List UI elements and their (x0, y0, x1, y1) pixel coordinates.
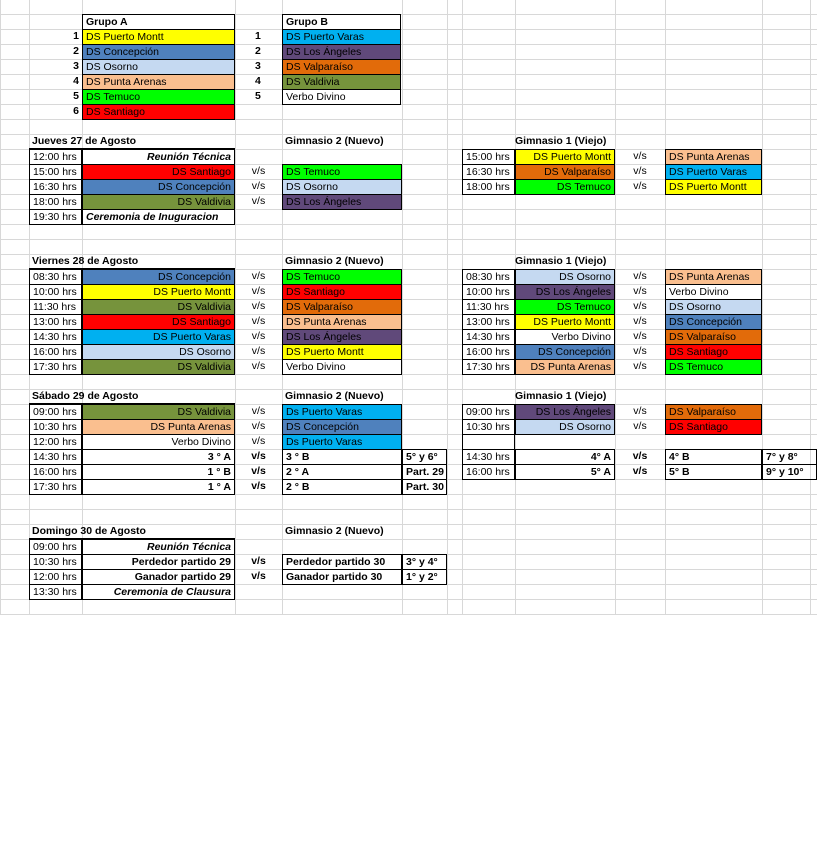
away-team[interactable]: DS Osorno (282, 179, 402, 195)
empty-cell[interactable] (462, 434, 515, 450)
vs-label[interactable]: v/s (251, 195, 266, 207)
match-time[interactable]: 08:30 hrs (462, 269, 515, 285)
home-team[interactable]: DS Temuco (515, 299, 615, 315)
match-time[interactable]: 16:00 hrs (29, 464, 82, 480)
away-team[interactable]: DS Santiago (665, 419, 762, 435)
vs-label[interactable]: v/s (251, 315, 266, 327)
vs-label[interactable]: v/s (251, 330, 266, 342)
away-team[interactable]: Verbo Divino (665, 284, 762, 300)
group-team-name[interactable]: DS Puerto Montt (82, 29, 235, 45)
away-team[interactable]: Ganador partido 30 (282, 569, 402, 585)
home-team[interactable]: DS Concepción (515, 344, 615, 360)
group-team-number[interactable]: 2 (255, 45, 261, 57)
home-team[interactable]: DS Concepción (82, 179, 235, 195)
vs-label[interactable]: v/s (251, 465, 266, 477)
gym2-title[interactable]: Gimnasio 2 (Nuevo) (285, 390, 384, 402)
away-team[interactable]: DS Puerto Varas (665, 164, 762, 180)
group-team-number[interactable]: 6 (73, 105, 79, 117)
home-team[interactable]: DS Santiago (82, 314, 235, 330)
group-title[interactable]: Grupo A (82, 14, 235, 30)
away-team[interactable]: DS Temuco (282, 164, 402, 180)
match-time[interactable]: 10:30 hrs (462, 419, 515, 435)
day-title[interactable]: Domingo 30 de Agosto (29, 524, 235, 540)
vs-label[interactable]: v/s (632, 465, 648, 477)
group-team-number[interactable]: 1 (73, 30, 79, 42)
vs-label[interactable]: v/s (632, 450, 648, 462)
away-team[interactable]: DS Temuco (665, 359, 762, 375)
group-team-number[interactable]: 5 (73, 90, 79, 102)
vs-label[interactable]: v/s (633, 345, 647, 357)
match-time[interactable]: 18:00 hrs (29, 194, 82, 210)
group-team-number[interactable]: 4 (73, 75, 79, 87)
vs-label[interactable]: v/s (633, 360, 647, 372)
match-time[interactable]: 13:30 hrs (29, 584, 82, 600)
vs-label[interactable]: v/s (633, 300, 647, 312)
home-team[interactable]: DS Valdivia (82, 359, 235, 375)
match-time[interactable]: 19:30 hrs (29, 209, 82, 225)
away-team[interactable]: DS Valparaíso (665, 329, 762, 345)
vs-label[interactable]: v/s (251, 435, 266, 447)
match-note[interactable]: 9° y 10° (762, 464, 817, 480)
group-team-number[interactable]: 2 (73, 45, 79, 57)
group-team-name[interactable]: DS Temuco (82, 89, 235, 105)
home-team[interactable]: DS Valdivia (82, 404, 235, 420)
away-team[interactable]: Verbo Divino (282, 359, 402, 375)
away-team[interactable]: DS Concepción (665, 314, 762, 330)
group-team-number[interactable]: 1 (255, 30, 261, 42)
match-time[interactable]: 17:30 hrs (29, 359, 82, 375)
home-team[interactable]: DS Valparaíso (515, 164, 615, 180)
gym2-title[interactable]: Gimnasio 2 (Nuevo) (285, 135, 384, 147)
group-team-name[interactable]: DS Puerto Varas (282, 29, 401, 45)
away-team[interactable]: DS Osorno (665, 299, 762, 315)
home-team[interactable]: Verbo Divino (515, 329, 615, 345)
away-team[interactable]: DS Punta Arenas (665, 269, 762, 285)
match-time[interactable]: 13:00 hrs (462, 314, 515, 330)
home-team[interactable]: DS Valdivia (82, 299, 235, 315)
day-title[interactable]: Jueves 27 de Agosto (29, 134, 235, 150)
home-team[interactable]: DS Santiago (82, 164, 235, 180)
vs-label[interactable]: v/s (633, 285, 647, 297)
day-title[interactable]: Sábado 29 de Agosto (29, 389, 235, 405)
home-team[interactable]: DS Puerto Montt (515, 314, 615, 330)
vs-label[interactable]: v/s (251, 270, 266, 282)
match-note[interactable]: 1° y 2° (402, 569, 447, 585)
match-time[interactable]: 16:30 hrs (29, 179, 82, 195)
match-time[interactable]: 18:00 hrs (462, 179, 515, 195)
match-time[interactable]: 11:30 hrs (29, 299, 82, 315)
home-team[interactable]: DS Los Ángeles (515, 284, 615, 300)
match-time[interactable]: 14:30 hrs (29, 449, 82, 465)
match-note[interactable]: Part. 30 (402, 479, 447, 495)
away-team[interactable]: DS Puerto Montt (282, 344, 402, 360)
vs-label[interactable]: v/s (251, 165, 266, 177)
vs-label[interactable]: v/s (633, 180, 647, 192)
match-time[interactable]: 09:00 hrs (29, 404, 82, 420)
vs-label[interactable]: v/s (251, 420, 266, 432)
home-team[interactable]: Perdedor partido 29 (82, 554, 235, 570)
home-team[interactable]: 3 ° A (82, 449, 235, 465)
vs-label[interactable]: v/s (251, 570, 266, 582)
match-time[interactable]: 15:00 hrs (29, 164, 82, 180)
match-time[interactable]: 12:00 hrs (29, 149, 82, 165)
special-event[interactable]: Reunión Técnica (82, 149, 235, 165)
special-event[interactable]: Ceremonia de Inuguracion (82, 209, 235, 225)
group-team-number[interactable]: 4 (255, 75, 261, 87)
home-team[interactable]: DS Osorno (82, 344, 235, 360)
match-time[interactable]: 10:00 hrs (462, 284, 515, 300)
match-time[interactable]: 16:30 hrs (462, 164, 515, 180)
group-team-name[interactable]: DS Valparaíso (282, 59, 401, 75)
away-team[interactable]: DS Valparaíso (665, 404, 762, 420)
match-time[interactable]: 08:30 hrs (29, 269, 82, 285)
vs-label[interactable]: v/s (633, 405, 647, 417)
away-team[interactable]: DS Punta Arenas (282, 314, 402, 330)
group-title[interactable]: Grupo B (282, 14, 401, 30)
match-time[interactable]: 14:30 hrs (462, 329, 515, 345)
match-time[interactable]: 16:00 hrs (462, 464, 515, 480)
vs-label[interactable]: v/s (251, 300, 266, 312)
match-note[interactable]: Part. 29 (402, 464, 447, 480)
group-team-name[interactable]: DS Punta Arenas (82, 74, 235, 90)
group-team-number[interactable]: 3 (73, 60, 79, 72)
match-time[interactable]: 16:00 hrs (29, 344, 82, 360)
match-time[interactable]: 14:30 hrs (462, 449, 515, 465)
gym1-title[interactable]: Gimnasio 1 (Viejo) (515, 255, 607, 267)
match-time[interactable]: 11:30 hrs (462, 299, 515, 315)
group-team-name[interactable]: DS Santiago (82, 104, 235, 120)
home-team[interactable]: 1 ° B (82, 464, 235, 480)
home-team[interactable]: DS Concepción (82, 269, 235, 285)
vs-label[interactable]: v/s (251, 345, 266, 357)
home-team[interactable]: DS Temuco (515, 179, 615, 195)
home-team[interactable]: DS Osorno (515, 419, 615, 435)
match-time[interactable]: 10:00 hrs (29, 284, 82, 300)
home-team[interactable]: 1 ° A (82, 479, 235, 495)
home-team[interactable]: Verbo Divino (82, 434, 235, 450)
vs-label[interactable]: v/s (251, 480, 266, 492)
home-team[interactable]: DS Puerto Varas (82, 329, 235, 345)
match-time[interactable]: 10:30 hrs (29, 419, 82, 435)
home-team[interactable]: Ganador partido 29 (82, 569, 235, 585)
match-note[interactable]: 5° y 6° (402, 449, 447, 465)
away-team[interactable]: 4° B (665, 449, 762, 465)
home-team[interactable]: 4° A (515, 449, 615, 465)
away-team[interactable]: Ds Puerto Varas (282, 404, 402, 420)
away-team[interactable]: DS Temuco (282, 269, 402, 285)
vs-label[interactable]: v/s (251, 360, 266, 372)
home-team[interactable]: DS Los Ángeles (515, 404, 615, 420)
away-team[interactable]: DS Santiago (282, 284, 402, 300)
away-team[interactable]: Perdedor partido 30 (282, 554, 402, 570)
match-time[interactable]: 13:00 hrs (29, 314, 82, 330)
away-team[interactable]: DS Punta Arenas (665, 149, 762, 165)
away-team[interactable]: Ds Puerto Varas (282, 434, 402, 450)
home-team[interactable]: DS Valdivia (82, 194, 235, 210)
away-team[interactable]: DS Los Ángeles (282, 194, 402, 210)
gym1-title[interactable]: Gimnasio 1 (Viejo) (515, 390, 607, 402)
vs-label[interactable]: v/s (633, 165, 647, 177)
group-team-number[interactable]: 5 (255, 90, 261, 102)
gym1-title[interactable]: Gimnasio 1 (Viejo) (515, 135, 607, 147)
match-time[interactable]: 16:00 hrs (462, 344, 515, 360)
vs-label[interactable]: v/s (633, 270, 647, 282)
away-team[interactable]: DS Santiago (665, 344, 762, 360)
vs-label[interactable]: v/s (251, 180, 266, 192)
match-time[interactable]: 10:30 hrs (29, 554, 82, 570)
vs-label[interactable]: v/s (633, 420, 647, 432)
vs-label[interactable]: v/s (633, 150, 647, 162)
match-note[interactable]: 3° y 4° (402, 554, 447, 570)
away-team[interactable]: 3 ° B (282, 449, 402, 465)
match-note[interactable]: 7° y 8° (762, 449, 817, 465)
away-team[interactable]: DS Concepción (282, 419, 402, 435)
vs-label[interactable]: v/s (633, 330, 647, 342)
vs-label[interactable]: v/s (251, 285, 266, 297)
home-team[interactable]: 5° A (515, 464, 615, 480)
group-team-name[interactable]: DS Los Ángeles (282, 44, 401, 60)
match-time[interactable]: 15:00 hrs (462, 149, 515, 165)
match-time[interactable]: 17:30 hrs (29, 479, 82, 495)
gym2-title[interactable]: Gimnasio 2 (Nuevo) (285, 525, 384, 537)
home-team[interactable]: DS Punta Arenas (82, 419, 235, 435)
match-time[interactable]: 14:30 hrs (29, 329, 82, 345)
gym2-title[interactable]: Gimnasio 2 (Nuevo) (285, 255, 384, 267)
away-team[interactable]: DS Puerto Montt (665, 179, 762, 195)
match-time[interactable]: 09:00 hrs (29, 539, 82, 555)
home-team[interactable]: DS Punta Arenas (515, 359, 615, 375)
away-team[interactable]: 2 ° B (282, 479, 402, 495)
vs-label[interactable]: v/s (251, 405, 266, 417)
match-time[interactable]: 12:00 hrs (29, 434, 82, 450)
group-team-name[interactable]: Verbo Divino (282, 89, 401, 105)
special-event[interactable]: Ceremonia de Clausura (82, 584, 235, 600)
match-time[interactable]: 12:00 hrs (29, 569, 82, 585)
group-team-name[interactable]: DS Osorno (82, 59, 235, 75)
home-team[interactable]: DS Puerto Montt (515, 149, 615, 165)
vs-label[interactable]: v/s (251, 555, 266, 567)
away-team[interactable]: DS Los Ángeles (282, 329, 402, 345)
away-team[interactable]: 2 ° A (282, 464, 402, 480)
group-team-number[interactable]: 3 (255, 60, 261, 72)
vs-label[interactable]: v/s (251, 450, 266, 462)
match-time[interactable]: 17:30 hrs (462, 359, 515, 375)
away-team[interactable]: DS Valparaíso (282, 299, 402, 315)
home-team[interactable]: DS Osorno (515, 269, 615, 285)
special-event[interactable]: Reunión Técnica (82, 539, 235, 555)
vs-label[interactable]: v/s (633, 315, 647, 327)
day-title[interactable]: Viernes 28 de Agosto (29, 254, 235, 270)
match-time[interactable]: 09:00 hrs (462, 404, 515, 420)
home-team[interactable]: DS Puerto Montt (82, 284, 235, 300)
group-team-name[interactable]: DS Valdivia (282, 74, 401, 90)
away-team[interactable]: 5° B (665, 464, 762, 480)
group-team-name[interactable]: DS Concepción (82, 44, 235, 60)
